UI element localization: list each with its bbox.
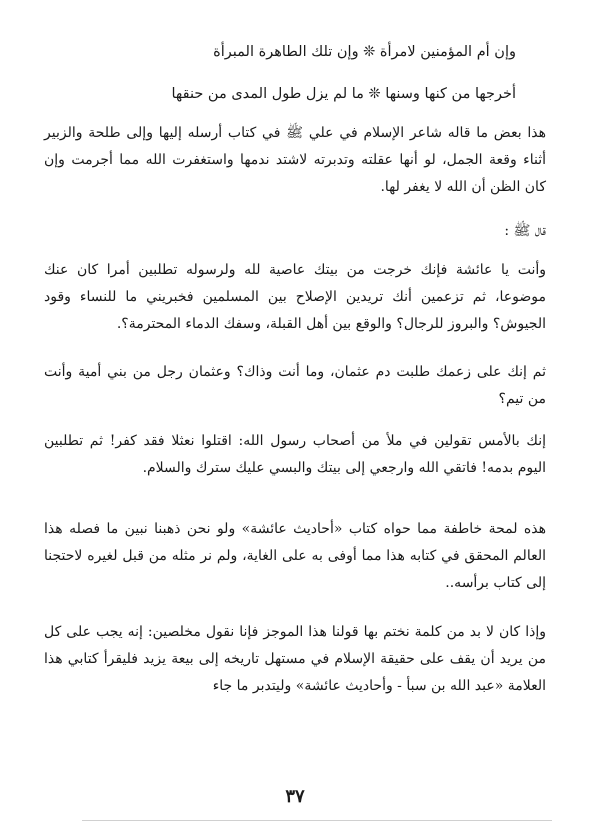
page-number: ٣٧ <box>285 786 305 807</box>
paragraph-letter-3: إنك بالأمس تقولين في ملأ من أصحاب رسول الله: اقتلوا نعثلا فقد كفر! ثم تطلبين اليوم بدمه! فاتقي الله وارجعي إلى بيتك والبسي عليك سترك والسلام. <box>44 433 546 476</box>
paragraph-intro: هذا بعض ما قاله شاعر الإسلام في علي ﷺ في كتاب أرسله إليها وإلى طلحة والزبير أثناء وقعة الجمل، لو أنها عقلته وتدبرته لاشتد ندمها واستغفرت الله مما أجرمت وإن كان الظن أن الله لا يغفر لها. <box>44 125 546 195</box>
bottom-divider <box>82 820 552 821</box>
paragraph-letter-2: ثم إنك على زعمك طلبت دم عثمان، وما أنت وذاك؟ وعثمان رجل من بني أمية وأنت من تيم؟ <box>44 364 546 407</box>
paragraph-summary: هذه لمحة خاطفة مما حواه كتاب «أحاديث عائشة» ولو نحن ذهبنا نبين ما فصله هذا العالم المحقق في كتابه هذا مما أوفى به على الغاية، ولم نر مثله من قبل لغيره لاحتجنا إلى كتاب برأسه.. <box>44 521 546 591</box>
paragraph-qala: قال ﷺ : <box>504 223 546 239</box>
poem-line-2: أخرجها من كنها وسنها ❊ ما لم يزل طول المدى من حنقها <box>171 86 516 102</box>
paragraph-letter-1: وأنت يا عائشة فإنك خرجت من بيتك عاصية لله ولرسوله تطلبين أمرا كان عنك موضوعا، ثم تزعمين أنك تريدين الإصلاح بين المسلمين فخبريني ما للنساء وقود الجيوش؟ والبروز للرجال؟ والوقع بين أهل القبلة، وسفك الدماء المحترمة؟. <box>44 262 546 332</box>
poem-line-1: وإن أم المؤمنين لامرأة ❊ وإن تلك الطاهرة المبرأة <box>213 44 516 60</box>
paragraph-conclusion: وإذا كان لا بد من كلمة نختم بها قولنا هذا الموجز فإنا نقول مخلصين: إنه يجب على كل من يريد أن يقف على حقيقة الإسلام في مستهل تاريخه إلى بيعة يزيد فليقرأ كتابي هذا العلامة «عبد الله بن سبأ - وأحاديث عائشة» وليتدبر ما جاء <box>44 624 546 694</box>
